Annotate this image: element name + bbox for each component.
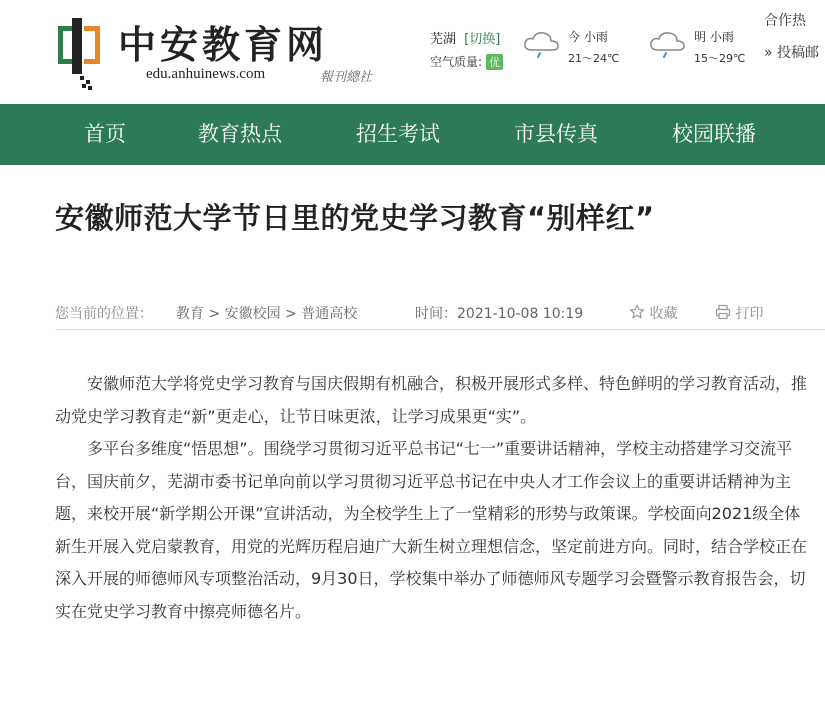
city-name: 芜湖	[430, 32, 457, 47]
print-button[interactable]: 打印	[715, 303, 763, 323]
article-paragraph: 安徽师范大学将党史学习教育与国庆假期有机融合，积极开展形式多样、特色鲜明的学习教育活动，推动党史学习教育走“新”更走心，让节日味更浓，让学习成果更“实”。	[55, 374, 808, 426]
logo-mark-icon	[58, 18, 102, 70]
article-meta	[55, 303, 825, 327]
favorite-button[interactable]: 收藏	[629, 303, 677, 323]
weather-city	[430, 28, 500, 47]
nav-item-home[interactable]: 首页	[84, 122, 126, 146]
chevron-right-icon: »	[764, 45, 778, 61]
nav-item-exams[interactable]: 招生考试	[356, 122, 440, 146]
air-quality-badge: 优	[486, 54, 503, 70]
site-header	[0, 0, 825, 104]
cloud-rain-icon	[522, 30, 562, 58]
tomorrow-temperature: 15～29℃	[694, 52, 746, 65]
site-domain: edu.anhuinews.com	[146, 66, 266, 82]
city-switch-link[interactable]: [切换]	[464, 32, 501, 47]
publish-time: 时间：2021-10-08 10:19	[415, 306, 584, 322]
breadcrumb[interactable]: 教育 > 安徽校园 > 普通高校	[176, 306, 358, 322]
article-title: 安徽师范大学节日里的党史学习教育“别样红”	[55, 201, 655, 235]
air-quality	[430, 53, 503, 70]
site-name: 中安教育网	[118, 22, 329, 67]
cloud-rain-icon	[648, 30, 688, 58]
cooperation-link[interactable]: 合作热	[764, 13, 806, 29]
today-weather-label: 今 小雨	[568, 30, 608, 44]
article-paragraph: 多平台多维度“悟思想”。围绕学习贯彻习近平总书记“七一”重要讲话精神，学校主动搭建学习交流平台，国庆前夕，芜湖市委书记单向前以学习贯彻习近平总书记在中央人才工作会议上的重要讲话精神为主题，来校开展“新学期公开课”宣讲活动，为全校学生上了一堂精彩的形势与政策课。学校面向2021级全体新生开展入党启蒙教育，用党的光辉历程启迪广大新生树立理想信念，坚定前进方向。同时，结合学校正在深入开展的师德师风专项整治活动，9月30日，学校集中举办了师德师风专题学习会暨警示教育报告会，切实在党史学习教育中擦亮师德名片。	[55, 439, 808, 621]
today-temperature: 21～24℃	[568, 52, 620, 65]
site-slogan: 報刊總社	[320, 70, 373, 85]
side-links	[764, 10, 825, 74]
location-label: 您当前的位置：	[55, 306, 153, 322]
air-quality-label: 空气质量:	[430, 55, 483, 69]
article-body	[55, 368, 807, 628]
submission-link[interactable]: » 投稿邮	[764, 45, 820, 61]
printer-icon	[715, 304, 731, 320]
site-logo[interactable]	[58, 14, 388, 94]
nav-item-counties[interactable]: 市县传真	[514, 122, 598, 146]
nav-item-campus[interactable]: 校园联播	[672, 122, 756, 146]
tomorrow-weather-label: 明 小雨	[694, 30, 734, 44]
main-nav	[0, 104, 825, 165]
weather-today	[522, 24, 642, 68]
nav-item-hot[interactable]: 教育热点	[198, 122, 282, 146]
weather-tomorrow	[648, 24, 768, 68]
meta-divider	[55, 329, 825, 330]
star-icon	[629, 304, 645, 320]
